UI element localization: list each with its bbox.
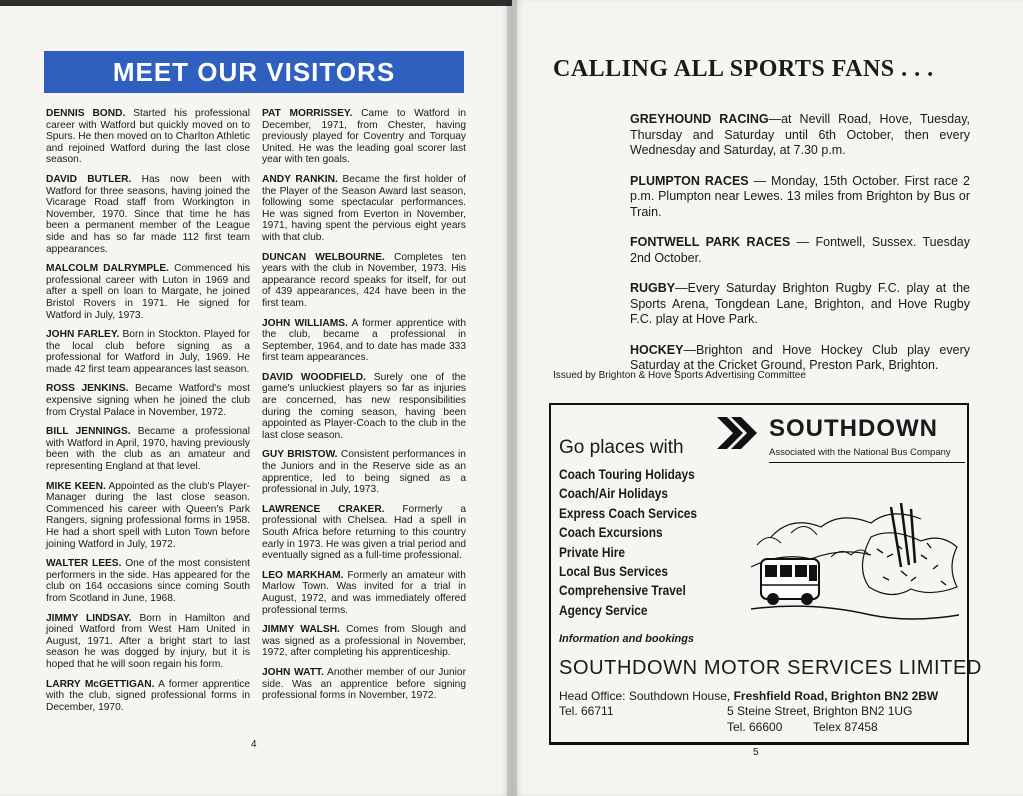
southdown-chevron-logo-icon <box>717 413 761 453</box>
sports-event-details: —Every Saturday Brighton Rugby F.C. play at the Sports Arena, Tongdean Lane, Brighton, and Hove Rugby F.C. play at Hove Park. <box>630 281 970 326</box>
player-profile-text: Has now been with Watford for three seasons, having joined the Vicarage Road staff from Workington in November, 1970. Since that time he has been a permanent member of the League side and has so far made 112 first team appearances. <box>46 173 250 255</box>
player-profile-text: Started his professional career with Watford but quickly moved on to Spurs. He then moved on to Charlton Athletic and rejoined Watford during the last close season. <box>46 108 250 166</box>
meet-our-visitors-banner: MEET OUR VISITORS <box>44 51 464 93</box>
page-number-left: 4 <box>251 739 257 750</box>
company-name: SOUTHDOWN MOTOR SERVICES LIMITED <box>559 657 982 679</box>
sports-event-name: HOCKEY <box>630 342 684 357</box>
player-profile-text: A former apprentice with the club, became a professional in September, 1964, and to date has made 333 first team appearances. <box>262 317 466 364</box>
player-profile <box>262 318 466 364</box>
steine-street-telephone: Tel. 66600 <box>727 720 783 734</box>
sports-event-name: PLUMPTON RACES <box>630 173 749 188</box>
service-item: Private Hire <box>559 544 626 560</box>
player-profile-name: JOHN FARLEY. <box>46 329 120 341</box>
player-profile-text: Appointed as the club's Player-Manager during the last close season. Commenced his career with Queen's Park Rangers, signing professional forms in 1958. He had a short spell with Luton Town before joining Watford in July, 1972. <box>46 480 250 550</box>
player-profile <box>262 624 466 659</box>
player-profile <box>262 108 466 166</box>
player-profile <box>46 263 250 321</box>
player-profile-text: Born in Hamilton and joined Watford from West Ham United in August, 1971. After a bright start to last season he was dogged by injury, but it is hoped that he will soon regain his form. <box>46 612 250 670</box>
player-profile-text: Another member of our Junior side. Was an apprentice before signing professional forms in November, 1972. <box>262 666 466 702</box>
service-item: Coach Touring Holidays <box>559 467 695 482</box>
player-profile <box>262 570 466 616</box>
player-profile <box>46 329 250 375</box>
player-profile <box>262 252 466 310</box>
player-profile-text: Formerly a professional with Chelsea. Had a spell in South Africa before returning to this country early in 1973. He was given a trial period and eventually signed as a full-time professional. <box>262 503 466 562</box>
steine-street-address: 5 Steine Street, Brighton BN2 1UG <box>727 704 913 718</box>
player-profile <box>46 481 250 551</box>
player-profile <box>46 679 250 714</box>
player-profile-text: Completes ten years with the club in November, 1973. His appearance record speaks for itself, for out of 439 appearances, 424 have been in the first team. <box>262 251 466 309</box>
player-profile-text: Became Watford's most expensive signing when he joined the club from Crystal Palace in November, 1972. <box>46 383 250 418</box>
national-bus-company-note: Associated with the National Bus Company <box>769 447 951 458</box>
player-profile-name: LAWRENCE CRAKER. <box>262 503 385 515</box>
sports-event <box>630 343 970 374</box>
player-profile-name: WALTER LEES. <box>46 558 122 570</box>
player-profile <box>262 667 466 702</box>
player-profile-name: ROSS JENKINS. <box>46 383 129 395</box>
sports-event <box>630 235 970 266</box>
southdown-name: SOUTHDOWN <box>769 415 938 442</box>
player-profile-text: Born in Stockton. Played for the local club before signing as a professional for Watford in July, 1969. He made 42 first team appearances last season. <box>46 329 250 375</box>
sports-fans-title: CALLING ALL SPORTS FANS . . . <box>553 56 934 82</box>
player-profile-name: JIMMY WALSH. <box>262 624 340 636</box>
southdown-advertisement <box>549 403 982 745</box>
head-office-address <box>559 689 938 703</box>
player-profile <box>46 383 250 418</box>
service-item: Coach Excursions <box>559 525 663 541</box>
player-profile-text: Consistent performances in the Juniors and in the Reserve side as an apprentice, led to being signed as a professional in July, 1973. <box>262 449 466 496</box>
sports-event-details: — Monday, 15th October. First race 2 p.m. Plumpton near Lewes. 13 miles from Brighton by Bus or Train. <box>630 173 970 219</box>
player-profile-name: LEO MARKHAM. <box>262 569 344 581</box>
telex-number: Telex 87458 <box>813 720 878 734</box>
player-profile-text: Commenced his professional career with Luton in 1969 and after a spell on loan to Margate, he joined Bristol Rovers in 1971. He signed for Watford in July, 1973. <box>46 263 250 321</box>
player-profile <box>262 372 466 442</box>
player-profile-text: A former apprentice with the club, signed professional forms in December, 1970. <box>46 678 250 713</box>
player-profile-name: ANDY RANKIN. <box>262 173 338 185</box>
player-profile <box>46 108 250 166</box>
player-profile-name: PAT MORRISSEY. <box>262 108 353 119</box>
player-profile <box>262 504 466 562</box>
player-profile <box>46 613 250 671</box>
sports-events-list <box>630 112 970 389</box>
services-list <box>559 465 697 620</box>
visitors-column-1 <box>46 108 250 721</box>
head-office-street: Freshfield Road, Brighton BN2 2BW <box>733 689 939 703</box>
southdown-brand <box>769 413 965 463</box>
service-item: Coach/Air Holidays <box>559 486 668 502</box>
sports-event <box>630 281 970 328</box>
player-profile-name: DAVID WOODFIELD. <box>262 371 366 383</box>
sports-event-name: FONTWELL PARK RACES <box>630 235 791 249</box>
player-profile-name: LARRY McGETTIGAN. <box>46 678 155 690</box>
player-profile-name: DAVID BUTLER. <box>46 173 132 185</box>
player-profile-name: MALCOLM DALRYMPLE. <box>46 263 169 275</box>
service-item: Local Bus Services <box>559 564 668 580</box>
sports-event <box>630 112 970 159</box>
player-profile <box>46 174 250 255</box>
player-profile-text: Became the first holder of the Player of the Season Award last season, following some spectacular performances. He was signed from Everton in November, 1971, having spent the pervious eight years with that club. <box>262 173 466 243</box>
player-profile <box>46 558 250 604</box>
player-profile-name: JOHN WATT. <box>262 666 324 678</box>
player-profile-text: Formerly an amateur with Marlow Town. Was invited for a trial in August, 1972, and was immediately offered professional terms. <box>262 569 466 616</box>
sports-event-name: GREYHOUND RACING <box>630 112 769 126</box>
player-profile-text: Comes from Slough and was signed as a professional in November, 1972, after completing his apprenticeship. <box>262 624 466 659</box>
sports-event <box>630 174 970 221</box>
player-profile <box>262 449 466 495</box>
player-profile-text: One of the most consistent performers in the side. Has appeared for the club on 164 occasions since coming South from Scotland in June, 1968. <box>46 558 250 604</box>
service-item: Express Coach Services <box>559 505 698 521</box>
player-profile-text: Came to Watford in December, 1971, from Chester, having previously played for Coventry and Torquay United. He was the leading goal scorer last year with ten goals. <box>262 108 466 166</box>
head-office-telephone: Tel. 66711 <box>559 704 614 718</box>
player-profile <box>46 426 250 472</box>
go-places-text: Go places with <box>559 437 684 458</box>
player-profile-name: JIMMY LINDSAY. <box>46 612 132 624</box>
player-profile-name: MIKE KEEN. <box>46 480 106 492</box>
issued-by-note: Issued by Brighton & Hove Sports Advertising Committee <box>553 370 806 381</box>
information-and-bookings: Information and bookings <box>559 633 695 645</box>
player-profile-name: GUY BRISTOW. <box>262 449 338 461</box>
player-profile-name: JOHN WILLIAMS. <box>262 317 348 329</box>
service-item: Comprehensive Travel <box>559 583 686 599</box>
page-gutter <box>507 0 517 796</box>
service-item: Agency Service <box>559 602 648 618</box>
sports-event-details: — Fontwell, Sussex. Tuesday 2nd October. <box>630 235 970 265</box>
sports-event-name: RUGBY <box>630 281 676 295</box>
sports-event-details: —at Nevill Road, Hove, Tuesday, Thursday and Saturday until 6th October, then every Wednesday and Saturday, at 7.30 p.m. <box>630 112 970 157</box>
head-office-prefix: Head Office: Southdown House, <box>559 689 734 703</box>
top-edge-print <box>0 0 512 6</box>
coach-landscape-illustration-icon <box>751 497 959 627</box>
player-profile-name: DENNIS BOND. <box>46 108 126 119</box>
player-profile-text: Surely one of the game's unluckiest players so far as injuries are concerned, has new responsibilities during the coming season, having been appointed as Player-Coach to the club in the last close season. <box>262 371 466 441</box>
player-profile-text: Became a professional with Watford in April, 1970, having previously been with the club as an amateur and representing England at that level. <box>46 426 250 473</box>
player-profile <box>262 174 466 244</box>
player-profile-name: DUNCAN WELBOURNE. <box>262 251 385 263</box>
visitors-column-2 <box>262 108 466 710</box>
player-profile-name: BILL JENNINGS. <box>46 426 131 438</box>
page-number-right: 5 <box>753 747 759 758</box>
sports-event-details: —Brighton and Hove Hockey Club play every Saturday at the Cricket Ground, Preston Park, Brighton. <box>630 342 970 372</box>
